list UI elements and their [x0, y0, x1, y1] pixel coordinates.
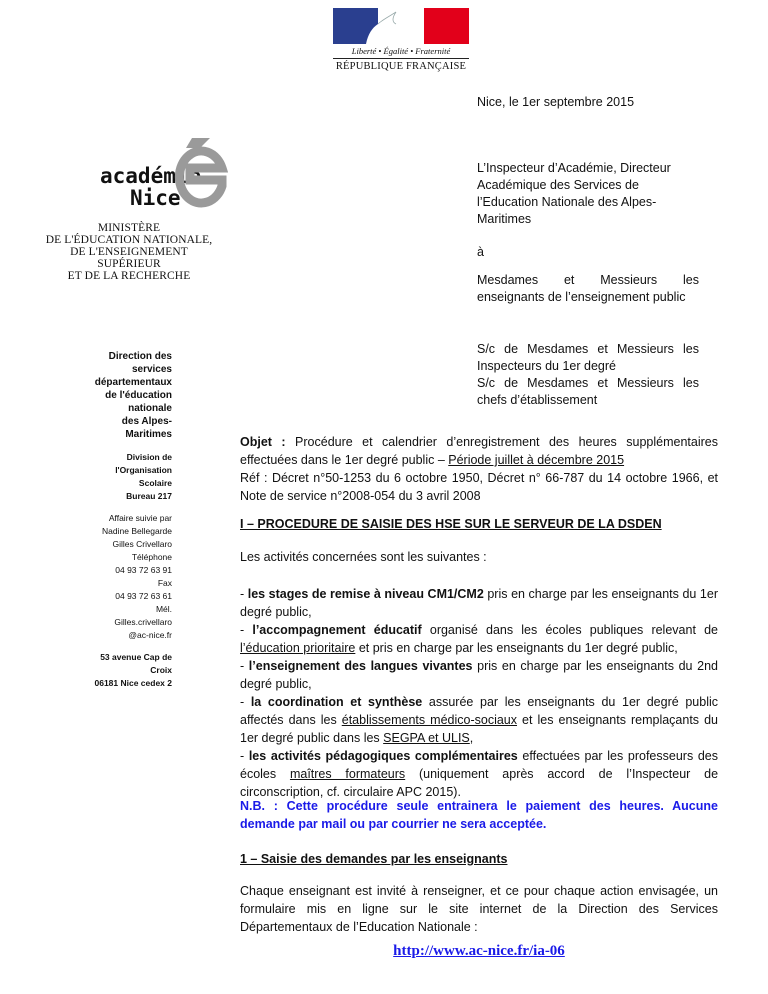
- activity-title: les activités pédagogiques complémentaires: [248, 749, 518, 763]
- sender-block: L’Inspecteur d’Académie, Directeur Académique des Services de l’Education Nationale des Alpes-Maritimes: [477, 161, 671, 226]
- reference-line: Réf : Décret n°50-1253 du 6 octobre 1950, Décret n° 66-787 du 14 octobre 1966, et Note de service n°2008-054 du 3 avril 2008: [240, 471, 718, 503]
- contact-line: Affaire suivie par: [108, 513, 172, 523]
- address-line: 53 avenue Cap de: [100, 652, 172, 662]
- subsection-heading: 1 – Saisie des demandes par les enseignants: [240, 852, 508, 866]
- via-line: S/c de Mesdames et Messieurs les Inspecteurs du 1er degré: [477, 342, 699, 373]
- ministere-line: ET DE LA RECHERCHE: [67, 270, 191, 282]
- direction-line: Direction des: [108, 351, 172, 362]
- ministere-line: DE L'ENSEIGNEMENT SUPÉRIEUR: [70, 246, 188, 270]
- address-line: Croix: [150, 665, 172, 675]
- ministere-line: MINISTÈRE: [97, 222, 161, 234]
- division-line: Scolaire: [138, 478, 172, 488]
- subject-text: Procédure et calendrier d’enregistrement des heures supplémentaires effectuées dans le 1er degré public –: [240, 435, 718, 467]
- contact-line: Nadine Bellegarde: [102, 526, 172, 536]
- nota-bene: N.B. : Cette procédure seule entrainera le paiement des heures. Aucune demande par mail ou par courrier ne sera acceptée.: [240, 799, 718, 831]
- republic-motto: Liberté • Égalité • Fraternité: [351, 46, 451, 56]
- subject-block: [240, 433, 718, 505]
- contact-line: Gilles Crivellaro: [112, 539, 172, 549]
- recipients-block: Mesdames et Messieurs les enseignants de l’enseignement public: [477, 273, 699, 304]
- contact-fax: 04 93 72 63 61: [115, 591, 172, 601]
- division-line: Bureau 217: [126, 491, 172, 501]
- contact-email: @ac-nice.fr: [128, 630, 172, 640]
- republique-francaise-label: RÉPUBLIQUE FRANÇAISE: [333, 58, 469, 72]
- activity-underlined: SEGPA et ULIS: [383, 731, 470, 745]
- instructions-text: Chaque enseignant est invité à renseigner, et ce pour chaque action envisagée, un formulaire mis en ligne sur le site internet de la Direction des Services Départementaux de l’Education Nationale :: [240, 884, 718, 934]
- activity-underlined: l’éducation prioritaire: [240, 641, 356, 655]
- flag-icon: [333, 8, 469, 44]
- activity-text: ,: [469, 731, 474, 745]
- academie-word: académie: [100, 164, 202, 188]
- via-line: S/c de Mesdames et Messieurs les chefs d’établissement: [477, 376, 699, 407]
- list-item: - l’enseignement des langues vivantes pris en charge par les enseignants du 2nd degré public,: [240, 659, 718, 691]
- activity-text: pris en charge par les enseignants du 2nd degré public,: [240, 659, 718, 691]
- division-line: Division de: [126, 452, 172, 462]
- division-line: l'Organisation: [115, 465, 172, 475]
- address-block: [72, 651, 172, 690]
- activity-title: l’enseignement des langues vivantes: [248, 659, 473, 673]
- activity-title: la coordination et synthèse: [250, 695, 423, 709]
- direction-line: Maritimes: [125, 429, 172, 440]
- academie-e-logo-icon: [170, 138, 228, 216]
- contact-line: Téléphone: [131, 552, 172, 562]
- contact-line: Fax: [157, 578, 172, 588]
- direction-line: des Alpes-: [121, 416, 172, 427]
- subject-line: [240, 433, 718, 469]
- list-item: - les stages de remise à niveau CM1/CM2 pris en charge par les enseignants du 1er degré public,: [240, 587, 718, 619]
- activity-text: et les enseignants remplaçants du 1er degré public dans les: [240, 713, 718, 745]
- address-line: 06181 Nice cedex 2: [94, 678, 172, 688]
- contact-phone: 04 93 72 63 91: [115, 565, 172, 575]
- activity-text: assurée par les enseignants du 1er degré public affectés dans les: [240, 695, 719, 727]
- via-block: [477, 341, 699, 409]
- to-label: à: [477, 245, 484, 259]
- list-item: - l’accompagnement éducatif organisé dans les écoles publiques relevant de l’éducation prioritaire et pris en charge par les enseignants du 1er degré public,: [240, 623, 719, 655]
- direction-services-block: [72, 350, 172, 441]
- direction-line: départementaux: [94, 377, 172, 388]
- ministere-block: [38, 222, 220, 282]
- activity-text: organisé dans les écoles publiques relevant de: [421, 623, 719, 637]
- activity-text: (uniquement après accord de l’Inspecteur de circonscription, cf. circulaire APC 2015).: [240, 767, 719, 799]
- activities-list: [240, 585, 718, 801]
- marianne-logo: [333, 8, 469, 72]
- ministere-line: DE L'ÉDUCATION NATIONALE,: [45, 234, 213, 246]
- direction-line: nationale: [128, 403, 172, 414]
- activity-title: les stages de remise à niveau CM1/CM2: [247, 587, 484, 601]
- list-item: - les activités pédagogiques complémentaires effectuées par les professeurs des écoles maîtres formateurs (uniquement après accord de l’Inspecteur de circonscription, cf. circulaire APC 2015).: [240, 749, 719, 799]
- activity-text: effectuées par les professeurs des écoles: [240, 749, 719, 781]
- subject-label: Objet :: [240, 435, 286, 449]
- website-link[interactable]: http://www.ac-nice.fr/ia-06: [393, 943, 565, 959]
- subject-period: Période juillet à décembre 2015: [448, 453, 625, 467]
- nice-word: Nice: [130, 186, 181, 210]
- direction-line: de l'éducation: [105, 390, 172, 401]
- contact-block: [22, 512, 172, 642]
- activity-text: et pris en charge par les enseignants du 1er degré public,: [355, 641, 678, 655]
- letter-date: Nice, le 1er septembre 2015: [477, 95, 635, 109]
- contact-email: Gilles.crivellaro: [114, 617, 172, 627]
- list-item: - la coordination et synthèse assurée par les enseignants du 1er degré public affectés dans les établissements médico-sociaux et les enseignants remplaçants du 1er degré public dans les SEGPA et ULIS,: [240, 695, 719, 745]
- intro-text: Les activités concernées sont les suivantes :: [240, 550, 487, 564]
- section-heading: I – PROCEDURE DE SAISIE DES HSE SUR LE SERVEUR DE LA DSDEN: [240, 517, 662, 531]
- activity-underlined: établissements médico-sociaux: [341, 713, 518, 727]
- contact-line: Mél.: [155, 604, 172, 614]
- activity-text: pris en charge par les enseignants du 1er degré public,: [240, 587, 718, 619]
- division-block: [72, 451, 172, 503]
- activity-underlined: maîtres formateurs: [289, 767, 406, 781]
- direction-line: services: [131, 364, 172, 375]
- activity-title: l’accompagnement éducatif: [252, 623, 422, 637]
